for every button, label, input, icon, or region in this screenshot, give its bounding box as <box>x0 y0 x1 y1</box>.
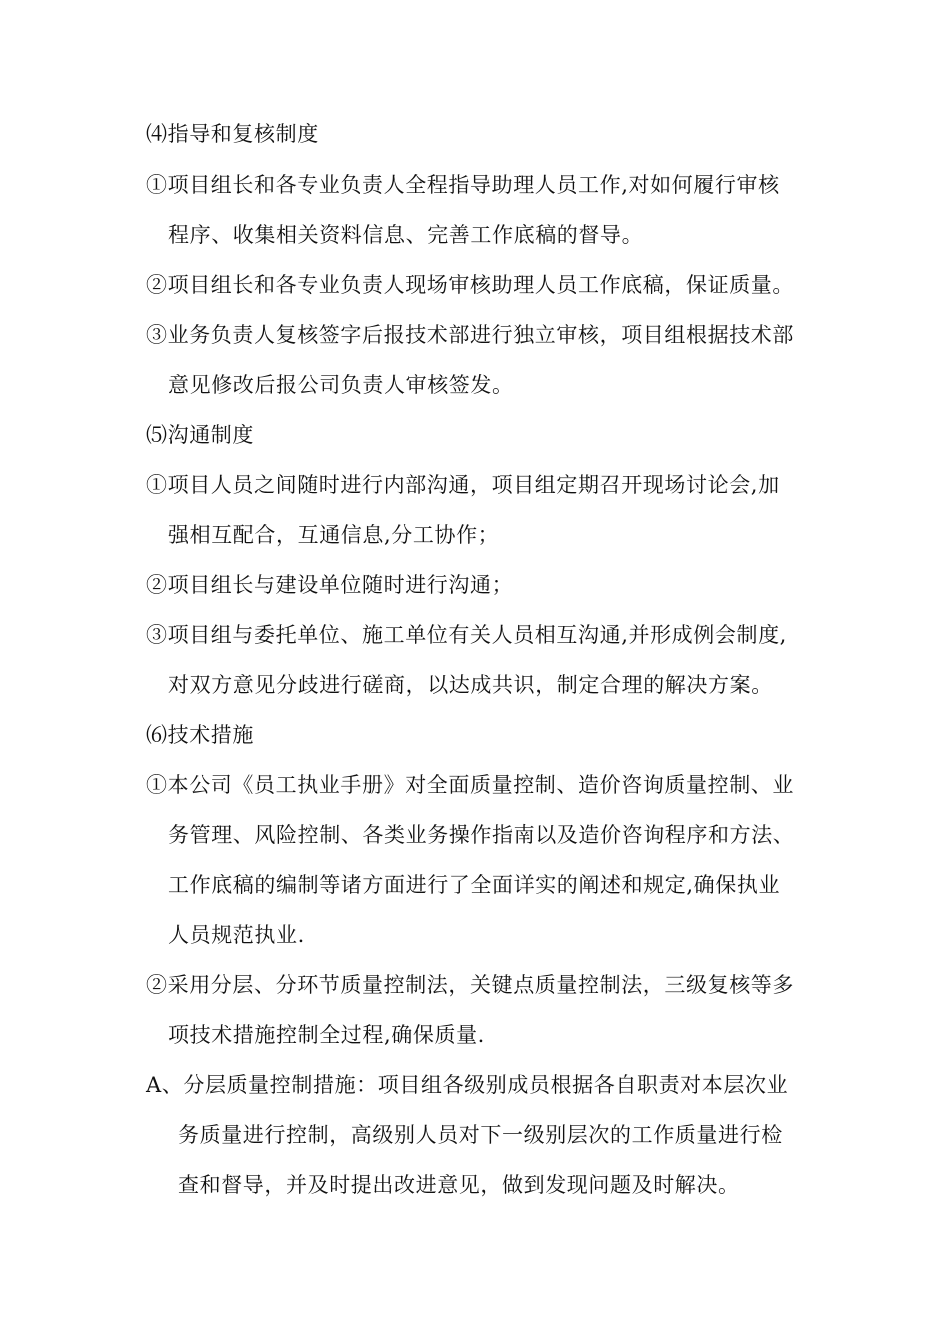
paragraph-line: ②项目组长与建设单位随时进行沟通； <box>146 573 514 597</box>
paragraph-line: ①项目组长和各专业负责人全程指导助理人员工作,对如何履行审核 <box>146 173 780 197</box>
paragraph-line: 务管理、风险控制、各类业务操作指南以及造价咨询程序和方法、 <box>168 823 795 847</box>
section-heading-guidance-review: ⑷指导和复核制度 <box>146 122 319 146</box>
paragraph-line: ③项目组与委托单位、施工单位有关人员相互沟通,并形成例会制度, <box>146 623 787 647</box>
paragraph-line: 项技术措施控制全过程,确保质量. <box>168 1023 485 1047</box>
paragraph-line: 意见修改后报公司负责人审核签发。 <box>168 373 514 397</box>
paragraph-line: 查和督导，并及时提出改进意见，做到发现问题及时解决。 <box>178 1173 740 1197</box>
paragraph-line: 程序、收集相关资料信息、完善工作底稿的督导。 <box>168 223 644 247</box>
paragraph-line: 务质量进行控制，高级别人员对下一级别层次的工作质量进行检 <box>178 1123 783 1147</box>
paragraph-line: ②项目组长和各专业负责人现场审核助理人员工作底稿，保证质量。 <box>146 273 794 297</box>
paragraph-line: A、分层质量控制措施：项目组各级别成员根据各自职责对本层次业 <box>146 1073 789 1097</box>
section-heading-communication: ⑸沟通制度 <box>146 423 254 447</box>
section-heading-technical-measures: ⑹技术措施 <box>146 723 254 747</box>
paragraph-line: ①本公司《员工执业手册》对全面质量控制、造价咨询质量控制、业 <box>146 773 794 797</box>
paragraph-line: 人员规范执业. <box>168 923 305 947</box>
paragraph-line: ②采用分层、分环节质量控制法，关键点质量控制法，三级复核等多 <box>146 973 794 997</box>
paragraph-line: 强相互配合，互通信息,分工协作； <box>168 523 500 547</box>
paragraph-line: 对双方意见分歧进行磋商，以达成共识，制定合理的解决方案。 <box>168 673 773 697</box>
paragraph-line: 工作底稿的编制等诸方面进行了全面详实的阐述和规定,确保执业 <box>168 873 781 897</box>
paragraph-line: ①项目人员之间随时进行内部沟通，项目组定期召开现场讨论会,加 <box>146 473 780 497</box>
paragraph-line: ③业务负责人复核签字后报技术部进行独立审核，项目组根据技术部 <box>146 323 794 347</box>
